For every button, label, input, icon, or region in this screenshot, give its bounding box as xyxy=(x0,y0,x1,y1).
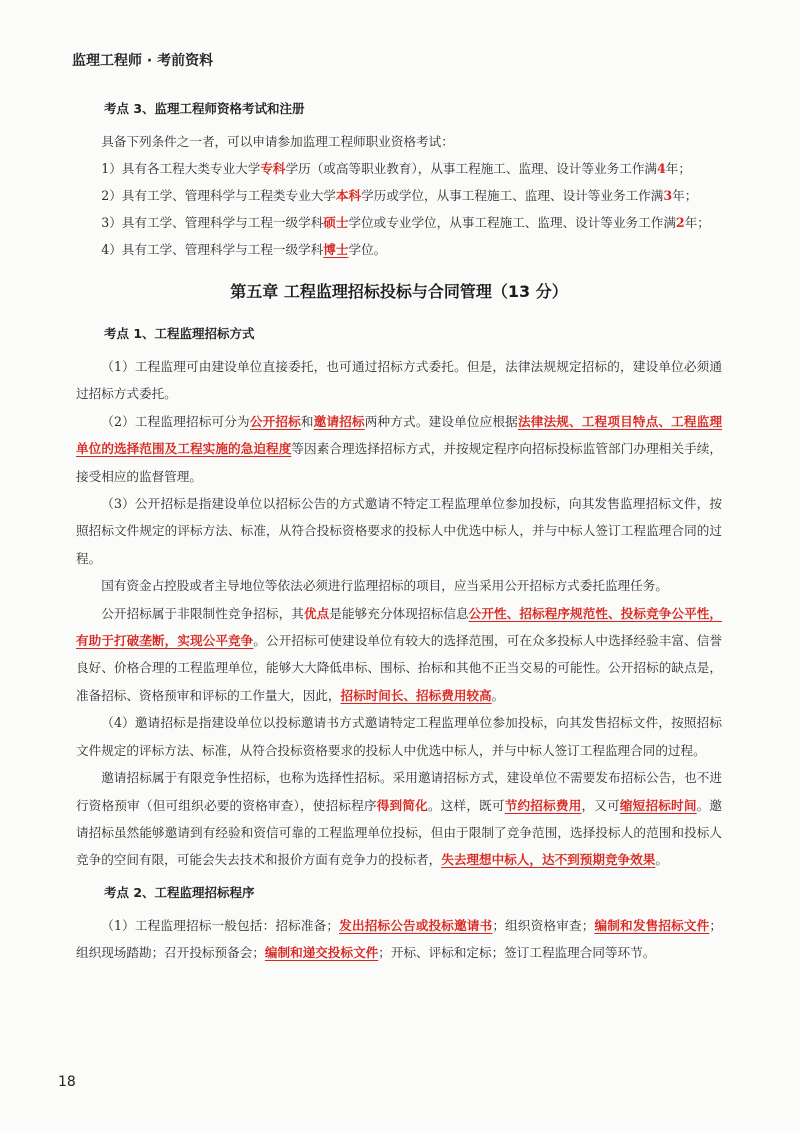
paragraph-6: （4）邀请招标是指建设单位以投标邀请书方式邀请特定工程监理单位参加投标，向其发售招标文件，按照招标文件规定的评标方法、标准，从符合投标资格要求的投标人中优选中标人，并与中标人签订工程监理合同的过程。 xyxy=(76,715,722,758)
exam-condition-1: 1）具有各工程大类专业大学专科学历（或高等职业教育），从事工程施工、监理、设计等业务工作满4年； xyxy=(101,161,691,176)
section-heading-bidding-methods: 考点 1、工程监理招标方式 xyxy=(104,326,255,341)
paragraph-procedure: （1）工程监理招标一般包括：招标准备；发出招标公告或投标邀请书；组织资格审查；编制和发售招标文件；组织现场踏勘；召开投标预备会；编制和递交投标文件；开标、评标和定标；签订工程监理合同等环节。 xyxy=(76,917,723,961)
page-content xyxy=(76,96,722,967)
paragraph-4: 国有资金占控股或者主导地位等依法必须进行监理招标的项目，应当采用公开招标方式委托监理任务。 xyxy=(101,578,668,594)
paragraph-5: 公开招标属于非限制性竞争招标，其优点是能够充分体现招标信息公开性、招标程序规范性、投标竞争公平性，有助于打破垄断，实现公平竞争。公开招标可使建设单位有较大的选择范围，可在众多投标人中选择经验丰富、信誉良好、价格合理的工程监理单位，能够大大降低串标、围标、抬标和其他不正当交易的可能性。公开招标的缺点是，准备招标、资格预审和评标的工作量大，因此，招标时间长、招标费用较高。 xyxy=(76,605,723,703)
exam-conditions xyxy=(76,128,722,263)
exam-condition-4: 4）具有工学、管理科学与工程一级学科博士学位。 xyxy=(101,242,387,257)
section-heading-bidding-procedure: 考点 2、工程监理招标程序 xyxy=(104,884,255,900)
paragraph-3: （3）公开招标是指建设单位以招标公告的方式邀请不特定工程监理单位参加投标，向其发售监理招标文件，按照招标文件规定的评标方法、标准，从符合投标资格要求的投标人中优选中标人，并与中标人签订工程监理合同的过程。 xyxy=(76,496,722,566)
chapter-title: 第五章 工程监理招标投标与合同管理（13 分） xyxy=(230,282,568,301)
section-heading-exam: 考点 3、监理工程师资格考试和注册 xyxy=(104,101,305,116)
exam-intro: 具备下列条件之一者，可以申请参加监理工程师职业资格考试： xyxy=(101,134,454,149)
page-header: 监理工程师 · 考前资料 xyxy=(72,53,214,69)
bidding-procedure xyxy=(76,912,722,967)
page-number: 18 xyxy=(58,1074,76,1090)
paragraph-1: （1）工程监理可由建设单位直接委托，也可通过招标方式委托。但是，法律法规规定招标的，建设单位必须通过招标方式委托。 xyxy=(76,359,722,402)
exam-condition-3: 3）具有工学、管理科学与工程一级学科硕士学位或专业学位，从事工程施工、监理、设计等业务工作满2年； xyxy=(101,215,710,230)
paragraph-2: （2）工程监理招标可分为公开招标和邀请招标两种方式。建设单位应根据法律法规、工程项目特点、工程监理单位的选择范围及工程实施的急迫程度等因素合理选择招标方式，并按规定程序向招标投标监管部门办理相关手续，接受相应的监督管理。 xyxy=(76,413,723,484)
bidding-methods xyxy=(76,353,722,874)
paragraph-7: 邀请招标属于有限竞争性招标，也称为选择性招标。采用邀请招标方式，建设单位不需要发布招标公告，也不进行资格预审（但可组织必要的资格审查），使招标程序得到简化。这样，既可节约招标费用，又可缩短招标时间。邀请招标虽然能够邀请到有经验和资信可靠的工程监理单位投标，但由于限制了竞争范围，选择投标人的范围和投标人竞争的空间有限，可能会失去技术和报价方面有竞争力的投标者，失去理想中标人，达不到预期竞争效果。 xyxy=(76,770,723,868)
exam-condition-2: 2）具有工学、管理科学与工程类专业大学本科学历或学位，从事工程施工、监理、设计等业务工作满3年； xyxy=(101,188,698,203)
